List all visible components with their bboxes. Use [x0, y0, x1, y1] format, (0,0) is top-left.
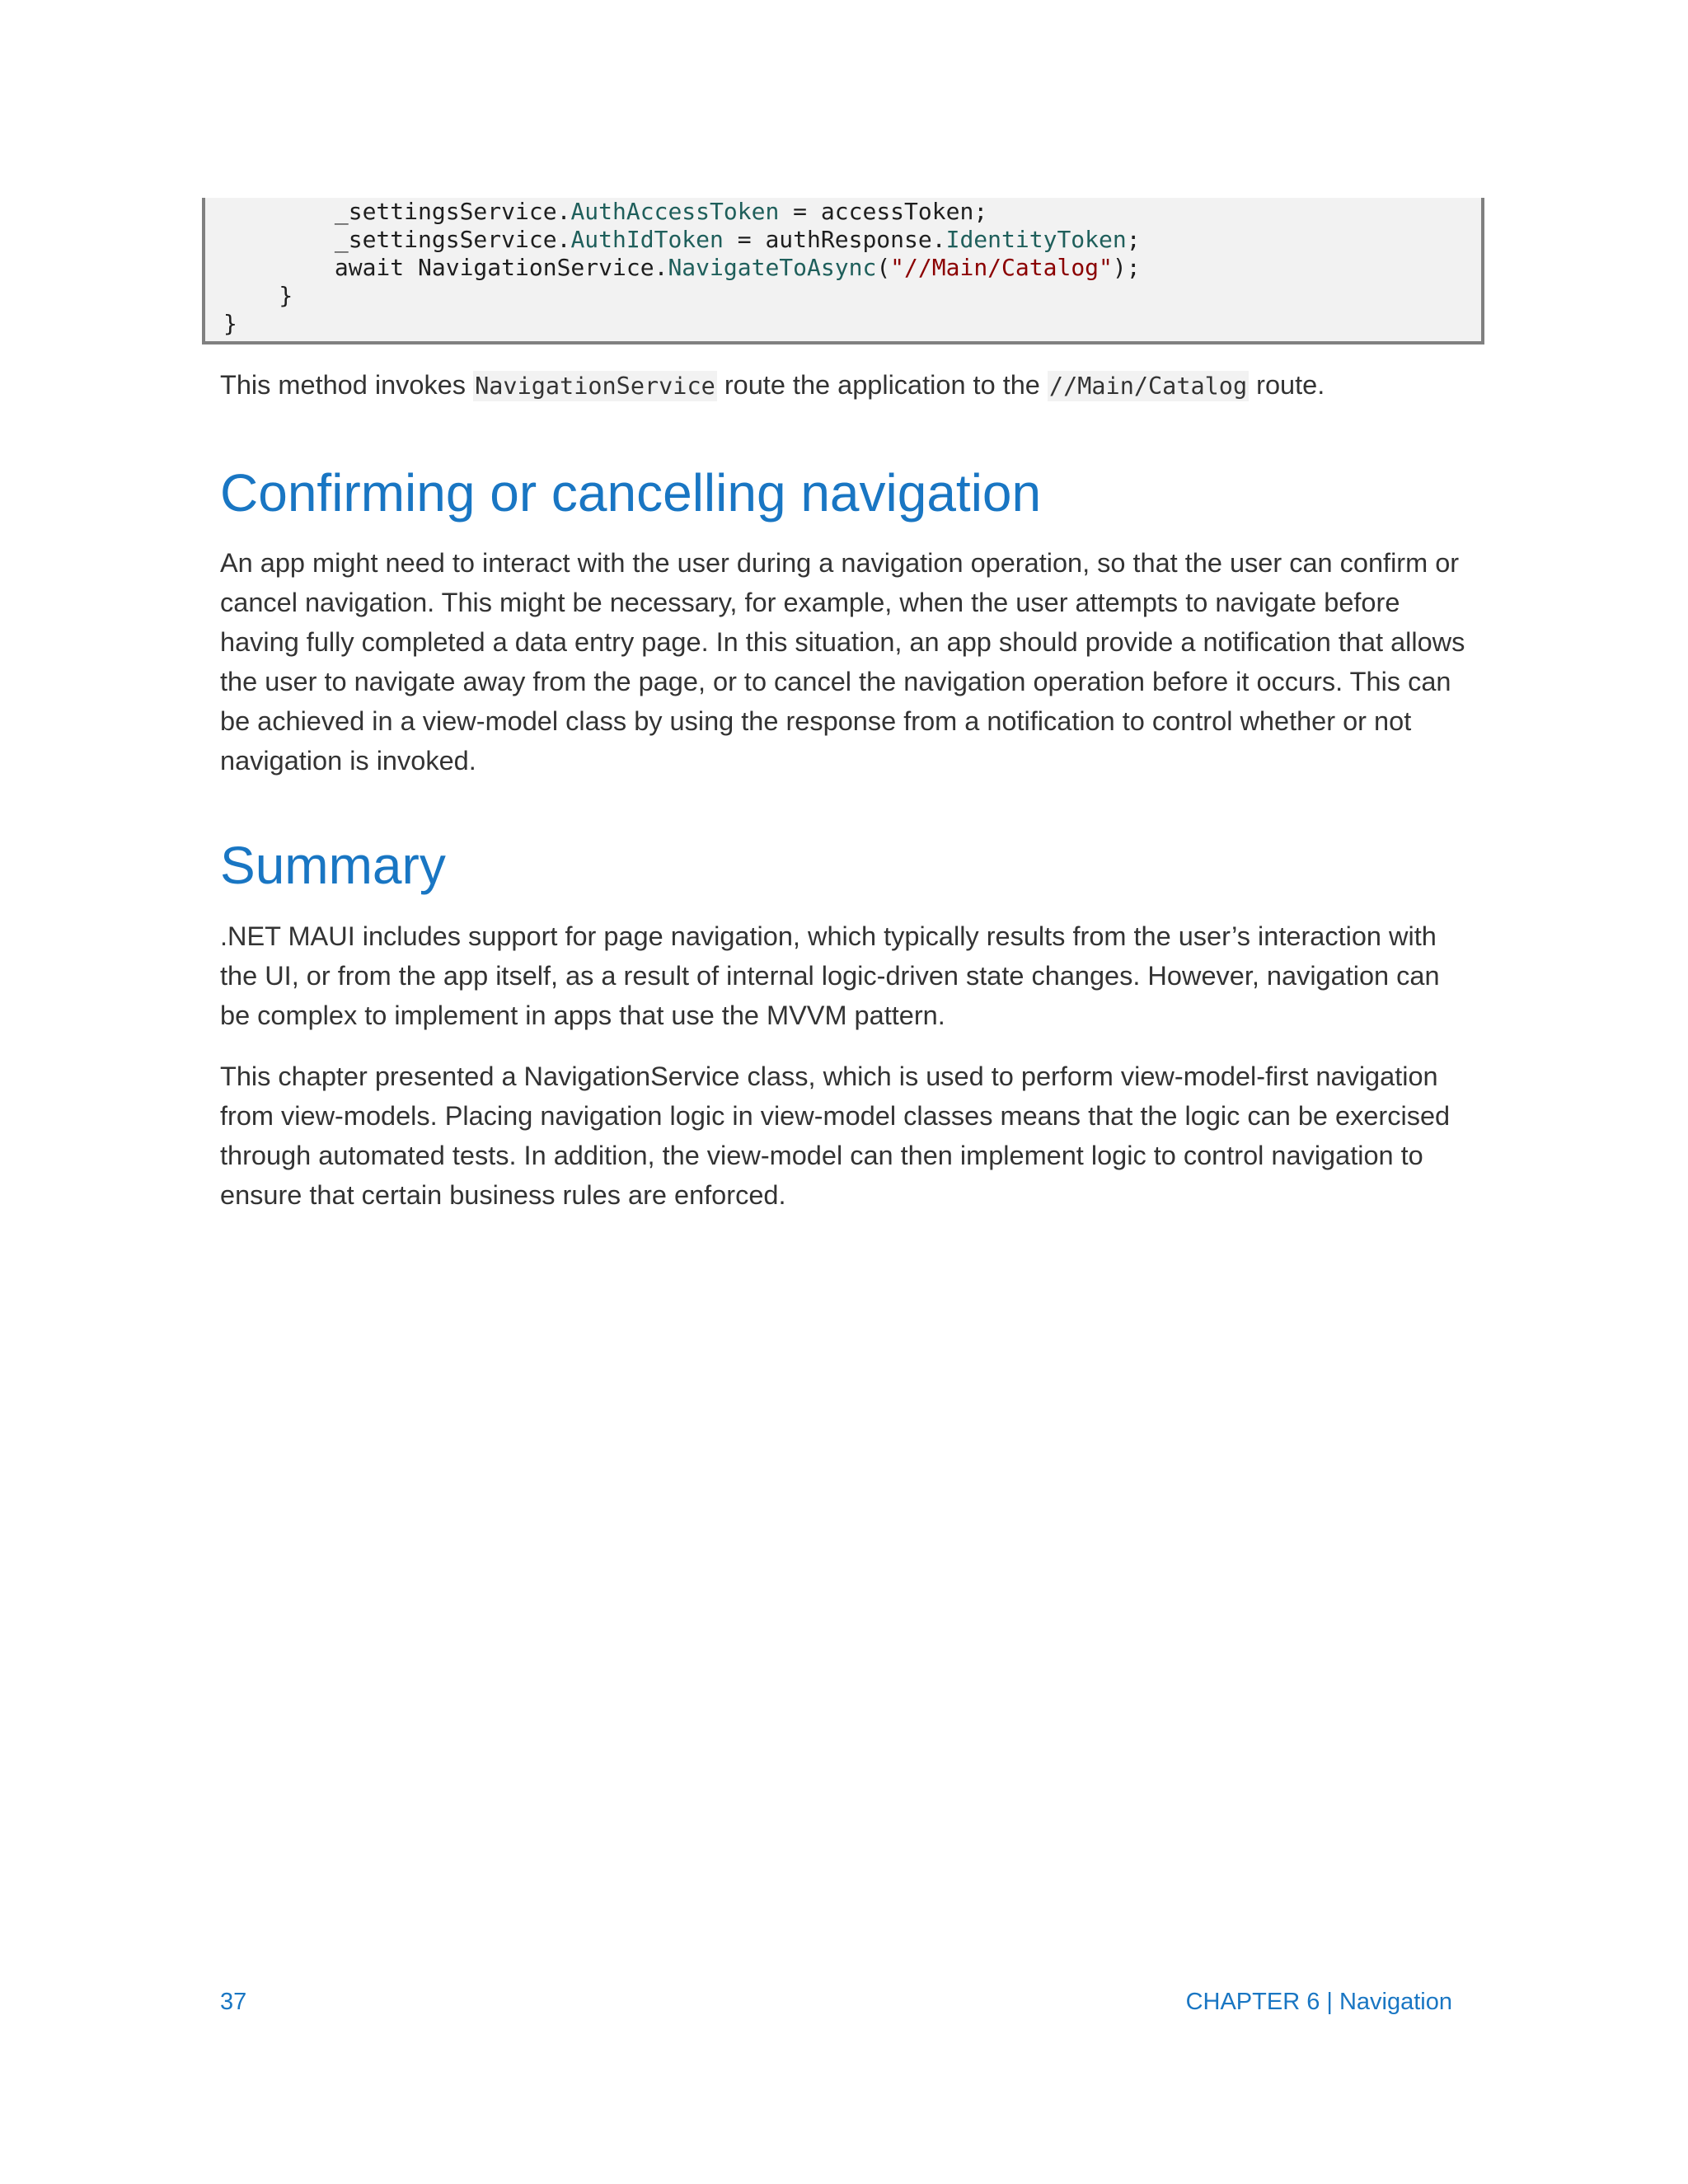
summary-paragraph-2: This chapter presented a NavigationService class, which is used to perform view-model-first navigation from view-models. Placing navigation logic in view-model classes means that the logic can be exercised through automated tests. In addition, the view-model can then implement logic to control navigation to ensure that certain business rules are enforced. — [220, 1062, 1451, 1210]
code-indent — [223, 198, 335, 225]
code-text: _settingsService. — [334, 198, 571, 225]
intro-paragraph — [220, 365, 1473, 406]
section-heading-confirming: Confirming or cancelling navigation — [220, 463, 1042, 523]
code-text: ; — [1126, 226, 1141, 253]
code-string: "//Main/Catalog" — [890, 254, 1113, 281]
code-text: await NavigationService. — [334, 254, 668, 281]
code-block — [202, 198, 1484, 344]
code-text: = accessToken; — [779, 198, 988, 225]
code-line-4: } — [223, 282, 293, 309]
page-number: 37 — [220, 1989, 247, 2015]
intro-text: This method invokes — [220, 370, 474, 400]
code-line-5: } — [223, 310, 237, 337]
code-text: ( — [876, 254, 891, 281]
code-line-3 — [223, 254, 1141, 282]
code-text: = authResponse. — [723, 226, 946, 253]
confirming-paragraph: An app might need to interact with the user during a navigation operation, so that the user can confirm or cancel navigation. This might be necessary, for example, when the user attempts to navigate before having fully completed a data entry page. In this situation, an app should provide a notification that allows the user to navigate away from the page, or to cancel the navigation operation before it occurs. This can be achieved in a view-model class by using the response from a notification to control whether or not navigation is invoked. — [220, 548, 1465, 776]
code-line-2 — [223, 226, 1141, 254]
inline-code-route: //Main/Catalog — [1048, 373, 1248, 400]
chapter-footer: CHAPTER 6 | Navigation — [1185, 1989, 1452, 2015]
code-property: AuthIdToken — [570, 226, 724, 253]
code-indent — [223, 226, 335, 253]
code-property: IdentityToken — [945, 226, 1127, 253]
code-property: AuthAccessToken — [570, 198, 780, 225]
code-indent — [223, 254, 335, 281]
summary-paragraph-1: .NET MAUI includes support for page navigation, which typically results from the user’s interaction with the UI, or from the app itself, as a result of internal logic-driven state changes. However, navigation can be complex to implement in apps that use the MVVM pattern. — [220, 921, 1440, 1030]
section-heading-summary: Summary — [220, 836, 446, 895]
intro-text: route the application to the — [716, 370, 1048, 400]
code-line-1 — [223, 198, 987, 226]
code-method: NavigateToAsync — [668, 254, 877, 281]
inline-code-navigation-service: NavigationService — [475, 373, 715, 400]
code-text: ); — [1112, 254, 1141, 281]
code-text: _settingsService. — [334, 226, 571, 253]
intro-text: route. — [1249, 370, 1325, 400]
